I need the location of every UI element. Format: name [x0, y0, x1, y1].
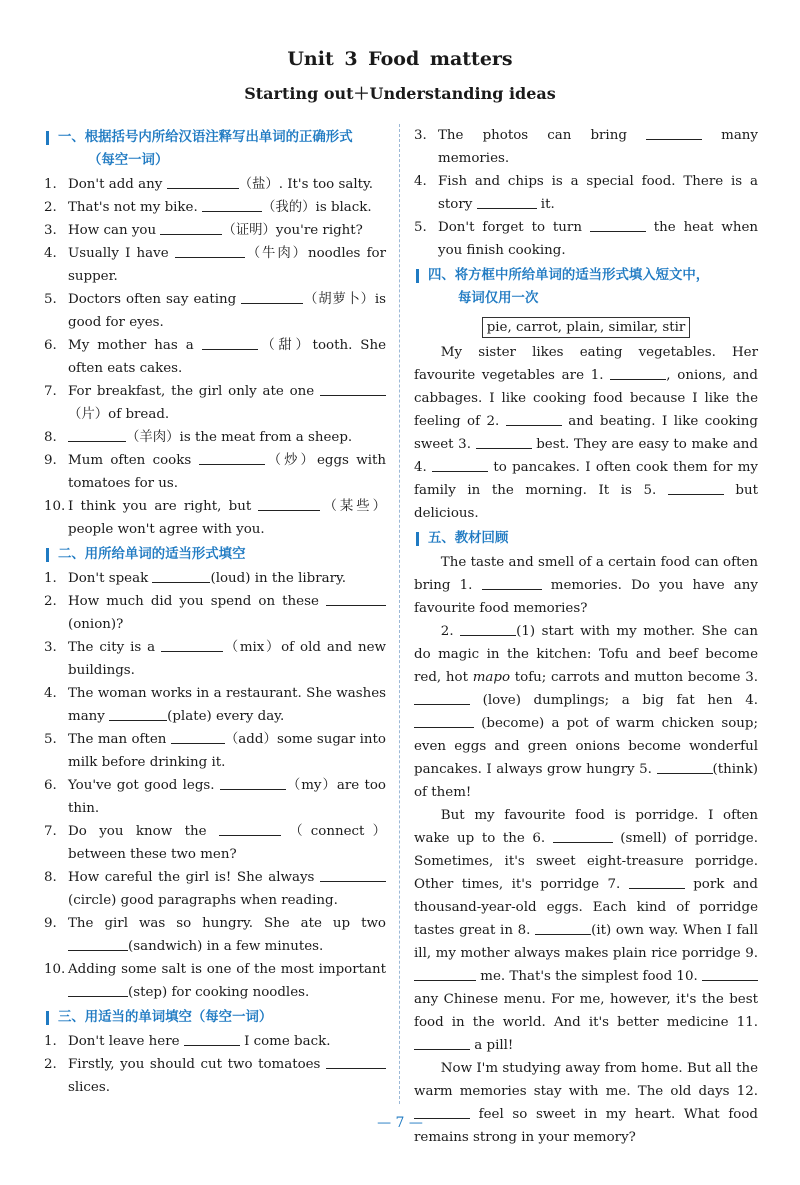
answer-blank[interactable]: [167, 173, 239, 189]
question-text: Don't speak: [68, 571, 153, 586]
question-text: （片）of bread.: [68, 407, 170, 422]
question-item: [44, 958, 386, 1004]
answer-blank[interactable]: [702, 965, 758, 981]
question-text: The man often: [68, 732, 171, 747]
answer-blank[interactable]: [258, 495, 320, 511]
review-paragraph: [414, 620, 758, 804]
answer-blank[interactable]: [629, 873, 685, 889]
question-item: [44, 636, 386, 682]
question-number: 9.: [44, 453, 57, 468]
question-number: 2.: [44, 1057, 57, 1072]
question-number: 5.: [44, 732, 57, 747]
section-4-heading: [414, 264, 758, 310]
question-text: （甜）tooth. She often eats cakes.: [68, 338, 386, 376]
section-4-title-note: 每词仅用一次: [458, 291, 539, 306]
question-number: 4.: [44, 246, 57, 261]
answer-blank[interactable]: [590, 216, 646, 232]
question-text: （证明）you're right?: [222, 223, 363, 238]
question-item: [44, 219, 386, 242]
question-text: The girl was so hungry. She ate up two: [68, 916, 386, 931]
answer-blank[interactable]: [414, 712, 474, 728]
section-4-title: 四、将方框中所给单词的适当形式填入短文中，: [428, 268, 710, 283]
question-number: 6.: [44, 338, 57, 353]
question-number: 10.: [44, 962, 66, 977]
question-text: (circle) good paragraphs when reading.: [68, 893, 338, 908]
question-item: [44, 820, 386, 866]
answer-blank[interactable]: [219, 820, 281, 836]
question-item: [44, 774, 386, 820]
answer-blank[interactable]: [68, 981, 128, 997]
question-text: Adding some salt is one of the most important: [68, 962, 386, 977]
passage-text: and beating. I like cooking sweet 3.: [414, 414, 758, 452]
question-text: the heat when you finish cooking.: [438, 220, 759, 258]
question-text: Fish and chips is a special food. There is a story: [438, 174, 758, 212]
column-divider: [399, 124, 400, 1104]
word-box: [414, 316, 758, 338]
answer-blank[interactable]: [152, 567, 210, 583]
passage-text: best. They are easy to make and 4.: [414, 437, 758, 475]
answer-blank[interactable]: [610, 364, 666, 380]
answer-blank[interactable]: [432, 456, 488, 472]
question-number: 3.: [44, 640, 57, 655]
passage-text: (it) own way. When I fall ill, my mother always makes plain rice porridge 9.: [414, 923, 758, 961]
section-1-title: 一、根据括号内所给汉语注释写出单词的正确形式: [58, 130, 353, 145]
section-5-title: 五、教材回顾: [428, 531, 509, 546]
answer-blank[interactable]: [184, 1030, 240, 1046]
answer-blank[interactable]: [553, 827, 613, 843]
question-text: My mother has a: [68, 338, 202, 353]
question-text: （my）are too thin.: [68, 778, 386, 816]
question-text: (sandwich) in a few minutes.: [128, 939, 324, 954]
answer-blank[interactable]: [171, 728, 225, 744]
question-text: it.: [536, 197, 555, 212]
section-3-heading: [44, 1006, 386, 1029]
question-number: 1.: [44, 177, 57, 192]
review-paragraph: [414, 804, 758, 1057]
question-text: Don't add any: [68, 177, 167, 192]
question-item: [44, 682, 386, 728]
answer-blank[interactable]: [460, 620, 516, 636]
answer-blank[interactable]: [506, 410, 562, 426]
question-number: 1.: [44, 571, 57, 586]
question-number: 7.: [44, 824, 57, 839]
question-text: You've got good legs.: [68, 778, 220, 793]
question-text: Don't forget to turn: [438, 220, 590, 235]
passage-text: pork and thousand-year-old eggs. Each kind of porridge tastes great in 8.: [414, 877, 758, 938]
question-number: 3.: [414, 128, 427, 143]
question-item: [44, 380, 386, 426]
answer-blank[interactable]: [477, 193, 537, 209]
question-number: 4.: [44, 686, 57, 701]
question-number: 5.: [414, 220, 427, 235]
answer-blank[interactable]: [160, 219, 222, 235]
question-text: The photos can bring: [438, 128, 647, 143]
word-box-words: pie, carrot, plain, similar, stir: [482, 317, 691, 338]
answer-blank[interactable]: [241, 288, 303, 304]
question-text: The woman works in a restaurant. She washes many: [68, 686, 386, 724]
question-text: How much did you spend on these: [68, 594, 326, 609]
passage-text: tofu; carrots and mutton become 3.: [510, 670, 758, 685]
question-item: [44, 590, 386, 636]
page-number: — 7 —: [377, 1115, 423, 1131]
question-item: [44, 1053, 386, 1099]
section-1-heading: [44, 126, 386, 172]
passage-text: to pancakes. I often cook them for my family in the morning. It is 5.: [414, 460, 758, 498]
answer-blank[interactable]: [668, 479, 724, 495]
passage-text: My sister likes eating vegetables. Her favourite vegetables are 1.: [414, 345, 758, 383]
answer-blank[interactable]: [199, 449, 265, 465]
question-number: 8.: [44, 430, 57, 445]
section-3-title: 三、用适当的单词填空（每空一词）: [58, 1010, 273, 1025]
question-text: （mix）of old and new buildings.: [68, 640, 386, 678]
passage-text: (think) of them!: [414, 762, 758, 800]
answer-blank[interactable]: [414, 689, 470, 705]
question-item: [44, 196, 386, 219]
question-text: (step) for cooking noodles.: [128, 985, 310, 1000]
question-text: （我的）is black.: [261, 200, 372, 215]
passage-text: (1) start with my mother. She can do magic in the kitchen: Tofu and beef become red, hot: [414, 624, 758, 685]
answer-blank[interactable]: [68, 426, 126, 442]
question-item: [44, 334, 386, 380]
question-text: Firstly, you should cut two tomatoes: [68, 1057, 326, 1072]
question-text: （connect）between these two men?: [68, 824, 386, 862]
review-paragraph: [414, 1057, 758, 1149]
question-text: How careful the girl is! She always: [68, 870, 320, 885]
question-item: [414, 124, 758, 170]
question-text: (plate) every day.: [167, 709, 285, 724]
question-item: [44, 728, 386, 774]
question-item: [44, 912, 386, 958]
passage-text: (become) a pot of warm chicken soup; even eggs and green onions become wonderful pancakes. I always grow hungry 5.: [414, 716, 758, 777]
question-item: [414, 216, 758, 262]
answer-blank[interactable]: [326, 1053, 386, 1069]
answer-blank[interactable]: [535, 919, 591, 935]
question-item: [44, 866, 386, 912]
answer-blank[interactable]: [175, 242, 245, 258]
question-item: [44, 173, 386, 196]
passage-text: (love) dumplings; a big fat hen 4.: [470, 693, 758, 708]
unit-subtitle: Starting out＋Understanding ideas: [244, 84, 556, 103]
question-item: [414, 170, 758, 216]
question-text: How can you: [68, 223, 161, 238]
question-text: many memories.: [438, 128, 758, 166]
question-text: （牛肉）noodles for supper.: [68, 246, 386, 284]
section-2-title: 二、用所给单词的适当形式填空: [58, 547, 246, 562]
answer-blank[interactable]: [646, 124, 702, 140]
question-text: （羊肉）is the meat from a sheep.: [126, 430, 353, 445]
passage-text: (smell) of porridge. Sometimes, it's sweet eight-treasure porridge. Other times, it's porridge 7.: [414, 831, 758, 892]
answer-blank[interactable]: [414, 965, 476, 981]
unit-title: Unit 3 Food matters: [287, 48, 513, 70]
passage-text: , onions, and cabbages. I like cooking food because I like the feeling of 2.: [414, 368, 759, 429]
question-text: （add）some sugar into milk before drinking it.: [68, 732, 386, 770]
question-item: [44, 426, 386, 449]
cloze-passage: [414, 341, 758, 525]
question-text: (loud) in the library.: [210, 571, 347, 586]
section-marker: [46, 131, 49, 145]
question-number: 5.: [44, 292, 57, 307]
answer-blank[interactable]: [476, 433, 532, 449]
question-text: (onion)?: [68, 617, 124, 632]
question-number: 3.: [44, 223, 57, 238]
question-text: （炒）eggs with tomatoes for us.: [68, 453, 387, 491]
passage-text: The taste and smell of a certain food can often bring 1.: [414, 555, 758, 593]
question-text: （某些）people won't agree with you.: [68, 499, 386, 537]
question-text: That's not my bike.: [68, 200, 202, 215]
question-item: [44, 567, 386, 590]
question-text: The city is a: [68, 640, 162, 655]
question-number: 2.: [44, 200, 57, 215]
section-marker: [46, 548, 49, 562]
review-paragraph: [414, 551, 758, 620]
passage-text: any Chinese menu. For me, however, it's the best food in the world. And it's better medicine 11.: [414, 992, 758, 1030]
question-text: I come back.: [239, 1034, 331, 1049]
passage-text: feel so sweet in my heart. What food remains strong in your memory?: [414, 1107, 758, 1145]
question-number: 7.: [44, 384, 57, 399]
question-number: 9.: [44, 916, 57, 931]
answer-blank[interactable]: [326, 590, 386, 606]
answer-blank[interactable]: [414, 1034, 470, 1050]
section-marker: [416, 269, 419, 283]
passage-italic-text: mapo: [472, 670, 511, 685]
section-1-title-note: （每空一词）: [88, 153, 169, 168]
passage-text: 2.: [440, 624, 461, 639]
answer-blank[interactable]: [161, 636, 223, 652]
question-item: [44, 242, 386, 288]
question-item: [44, 449, 386, 495]
section-5-heading: [414, 527, 758, 550]
question-number: 8.: [44, 870, 57, 885]
answer-blank[interactable]: [68, 935, 128, 951]
section-marker: [416, 532, 419, 546]
question-number: 2.: [44, 594, 57, 609]
passage-text: but delicious.: [414, 483, 758, 521]
passage-text: me. That's the simplest food 10.: [476, 969, 702, 984]
question-item: [44, 288, 386, 334]
passage-text: But my favourite food is porridge. I often wake up to the 6.: [414, 808, 758, 846]
answer-blank[interactable]: [202, 334, 258, 350]
question-number: 6.: [44, 778, 57, 793]
passage-text: memories. Do you have any favourite food memories?: [414, 578, 758, 616]
answer-blank[interactable]: [482, 574, 542, 590]
question-item: [44, 1030, 386, 1053]
question-number: 4.: [414, 174, 427, 189]
answer-blank[interactable]: [202, 196, 262, 212]
question-text: Do you know the: [68, 824, 220, 839]
question-text: Usually I have: [68, 246, 175, 261]
answer-blank[interactable]: [320, 866, 386, 882]
left-column: [44, 124, 386, 1099]
right-column: [414, 124, 758, 1149]
passage-text: a pill!: [470, 1038, 514, 1053]
question-item: [44, 495, 386, 541]
question-number: 10.: [44, 499, 66, 514]
question-text: Don't leave here: [68, 1034, 184, 1049]
question-text: （盐）. It's too salty.: [238, 177, 374, 192]
answer-blank[interactable]: [320, 380, 386, 396]
section-2-heading: [44, 543, 386, 566]
question-text: Mum often cooks: [68, 453, 199, 468]
question-text: Doctors often say eating: [68, 292, 242, 307]
question-text: I think you are right, but: [68, 499, 259, 514]
passage-text: Now I'm studying away from home. But all the warm memories stay with me. The old days 12.: [414, 1061, 758, 1099]
answer-blank[interactable]: [109, 705, 167, 721]
answer-blank[interactable]: [220, 774, 286, 790]
answer-blank[interactable]: [657, 758, 713, 774]
question-text: （胡萝卜）is good for eyes.: [68, 292, 386, 330]
section-marker: [46, 1011, 49, 1025]
question-text: For breakfast, the girl only ate one: [68, 384, 320, 399]
question-text: slices.: [68, 1080, 110, 1095]
question-number: 1.: [44, 1034, 57, 1049]
